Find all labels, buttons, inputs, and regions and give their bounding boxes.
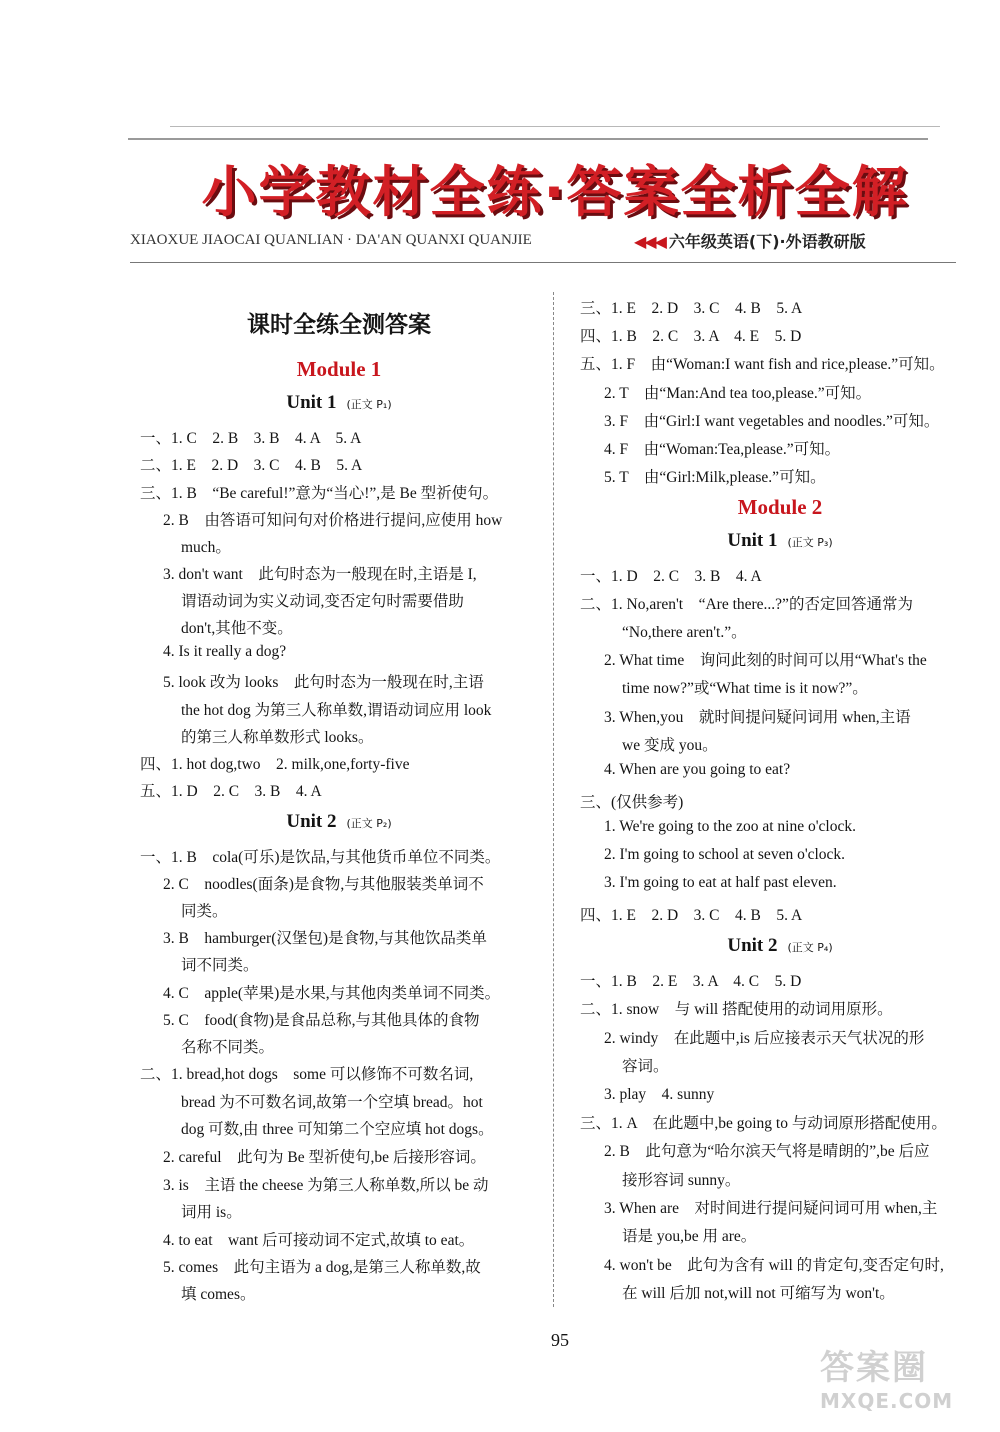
answer-line: 四、1. B 2. C 3. A 4. E 5. D: [580, 328, 802, 345]
answer-line: 在 will 后加 not,will not 可缩写为 won't。: [622, 1285, 895, 1302]
page-reference: (正文 P₁): [346, 398, 392, 411]
answer-line: we 变成 you。: [622, 737, 718, 754]
answer-line: 容词。: [622, 1058, 669, 1075]
answer-line: 一、1. B cola(可乐)是饮品,与其他货币单位不同类。: [140, 849, 501, 866]
answer-line: “No,there aren't.”。: [622, 624, 747, 641]
answer-line: 4. C apple(苹果)是水果,与其他肉类单词不同类。: [163, 985, 501, 1002]
answer-line: 2. I'm going to school at seven o'clock.: [604, 846, 846, 863]
unit-label: Unit 2: [727, 935, 778, 956]
answer-line: 3. I'm going to eat at half past eleven.: [604, 874, 837, 891]
header-rule-thick: [128, 138, 928, 140]
module-2-unit-1-title: [580, 530, 980, 552]
answer-line: 接形容词 sunny。: [622, 1172, 741, 1189]
page-number: 95: [551, 1330, 569, 1350]
answer-line: 1. We're going to the zoo at nine o'clock.: [604, 818, 856, 835]
answer-line: dog 可数,由 three 可知第二个空应填 hot dogs。: [181, 1121, 494, 1138]
answer-line: 二、1. No,aren't “Are there...?”的否定回答通常为: [580, 596, 913, 613]
answer-line: 4. won't be 此句为含有 will 的肯定句,变否定句时,: [604, 1257, 944, 1274]
answer-line: 填 comes。: [181, 1286, 256, 1303]
answer-line: 词不同类。: [181, 957, 259, 974]
answer-line: much。: [181, 539, 231, 556]
module-1-unit-1-title: [140, 392, 538, 414]
answer-line: 的第三人称单数形式 looks。: [181, 729, 374, 746]
book-title: 小学教材全练·答案全析全解: [201, 160, 909, 224]
page-reference: (正文 P₄): [787, 941, 833, 954]
answer-line: 一、1. D 2. C 3. B 4. A: [580, 568, 762, 585]
answer-line: bread 为不可数名词,故第一个空填 bread。hot: [181, 1094, 483, 1111]
answer-line: 谓语动词为实义动词,变否定句时需要借助: [181, 593, 464, 610]
answer-line: 四、1. E 2. D 3. C 4. B 5. A: [580, 907, 803, 924]
module-2-title: Module 2: [737, 495, 823, 519]
answer-line: the hot dog 为第三人称单数,谓语动词应用 look: [181, 702, 492, 719]
answer-line: 3. When,you 就时间提问疑问词用 when,主语: [604, 709, 911, 726]
answer-line: 3. B hamburger(汉堡包)是食物,与其他饮品类单: [163, 930, 487, 947]
answer-line: 3. F 由“Girl:I want vegetables and noodles.”可知。: [604, 413, 940, 430]
answer-line: don't,其他不变。: [181, 620, 293, 637]
answer-line: 三、1. B “Be careful!”意为“当心!”,是 Be 型祈使句。: [140, 485, 499, 502]
answer-line: 词用 is。: [181, 1204, 242, 1221]
answer-line: 语是 you,be 用 are。: [622, 1228, 757, 1245]
watermark-bottom: MXQE.COM: [820, 1389, 954, 1413]
answer-line: 二、1. E 2. D 3. C 4. B 5. A: [140, 457, 363, 474]
answer-line: 2. What time 询问此刻的时间可以用“What's the: [604, 652, 927, 669]
header-underline: [130, 262, 956, 263]
answer-line: 5. look 改为 looks 此句时态为一般现在时,主语: [163, 674, 484, 691]
answer-line: time now?”或“What time is it now?”。: [622, 680, 868, 697]
answer-line: 五、1. D 2. C 3. B 4. A: [140, 783, 322, 800]
watermark-logo: [820, 1340, 990, 1420]
answer-line: 五、1. F 由“Woman:I want fish and rice,please.”可知。: [580, 356, 945, 373]
answer-line: 三、(仅供参考): [580, 794, 684, 811]
answer-line: 三、1. A 在此题中,be going to 与动词原形搭配使用。: [580, 1115, 947, 1132]
unit-label: Unit 1: [286, 392, 337, 413]
answer-line: 2. C noodles(面条)是食物,与其他服装类单词不: [163, 876, 484, 893]
book-title-pinyin: XIAOXUE JIAOCAI QUANLIAN · DA'AN QUANXI QUANJIE: [130, 232, 532, 248]
answer-line: 4. Is it really a dog?: [163, 643, 287, 660]
answer-line: 一、1. C 2. B 3. B 4. A 5. A: [140, 430, 362, 447]
answer-line: 名称不同类。: [181, 1039, 275, 1056]
watermark-top: 答案圈: [820, 1348, 928, 1388]
module-1-unit-2-title: [140, 811, 538, 833]
answer-line: 3. don't want 此句时态为一般现在时,主语是 I,: [163, 566, 477, 583]
grade-text: 六年级英语(下)·外语教研版: [668, 232, 866, 251]
answer-line: 5. comes 此句主语为 a dog,是第三人称单数,故: [163, 1259, 481, 1276]
answer-line: 4. F 由“Woman:Tea,please.”可知。: [604, 441, 841, 458]
answer-line: 三、1. E 2. D 3. C 4. B 5. A: [580, 300, 803, 317]
header-rule-thin: [170, 126, 940, 127]
answer-line: 4. When are you going to eat?: [604, 761, 791, 778]
unit-label: Unit 2: [286, 811, 337, 832]
page-reference: (正文 P₂): [346, 817, 392, 830]
answer-line: 2. T 由“Man:And tea too,please.”可知。: [604, 385, 872, 402]
answer-line: 5. T 由“Girl:Milk,please.”可知。: [604, 469, 826, 486]
answer-line: 2. careful 此句为 Be 型祈使句,be 后接形容词。: [163, 1149, 486, 1166]
triple-arrow-icon: ◀◀◀: [634, 232, 665, 251]
answer-line: 一、1. B 2. E 3. A 4. C 5. D: [580, 973, 802, 990]
answer-line: 3. play 4. sunny: [604, 1086, 715, 1103]
answer-line: 二、1. snow 与 will 搭配使用的动词用原形。: [580, 1001, 893, 1018]
unit-label: Unit 1: [727, 530, 778, 551]
answer-line: 4. to eat want 后可接动词不定式,故填 to eat。: [163, 1232, 475, 1249]
answer-line: 2. windy 在此题中,is 后应接表示天气状况的形: [604, 1030, 925, 1047]
answer-line: 2. B 此句意为“哈尔滨天气将是晴朗的”,be 后应: [604, 1143, 930, 1160]
grade-label: [634, 229, 866, 252]
module-2-unit-2-title: [580, 935, 980, 957]
answer-line: 2. B 由答语可知问句对价格进行提问,应使用 how: [163, 512, 503, 529]
section-title: 课时全练全测答案: [247, 312, 431, 338]
answer-line: 四、1. hot dog,two 2. milk,one,forty-five: [140, 756, 410, 773]
column-divider: [553, 292, 554, 1307]
answer-line: 二、1. bread,hot dogs some 可以修饰不可数名词,: [140, 1066, 474, 1083]
answer-line: 3. is 主语 the cheese 为第三人称单数,所以 be 动: [163, 1177, 489, 1194]
answer-line: 5. C food(食物)是食品总称,与其他具体的食物: [163, 1012, 480, 1029]
page-reference: (正文 P₃): [787, 536, 833, 549]
module-1-title: Module 1: [296, 357, 382, 381]
answer-line: 同类。: [181, 903, 228, 920]
answer-line: 3. When are 对时间进行提问疑问词可用 when,主: [604, 1200, 938, 1217]
